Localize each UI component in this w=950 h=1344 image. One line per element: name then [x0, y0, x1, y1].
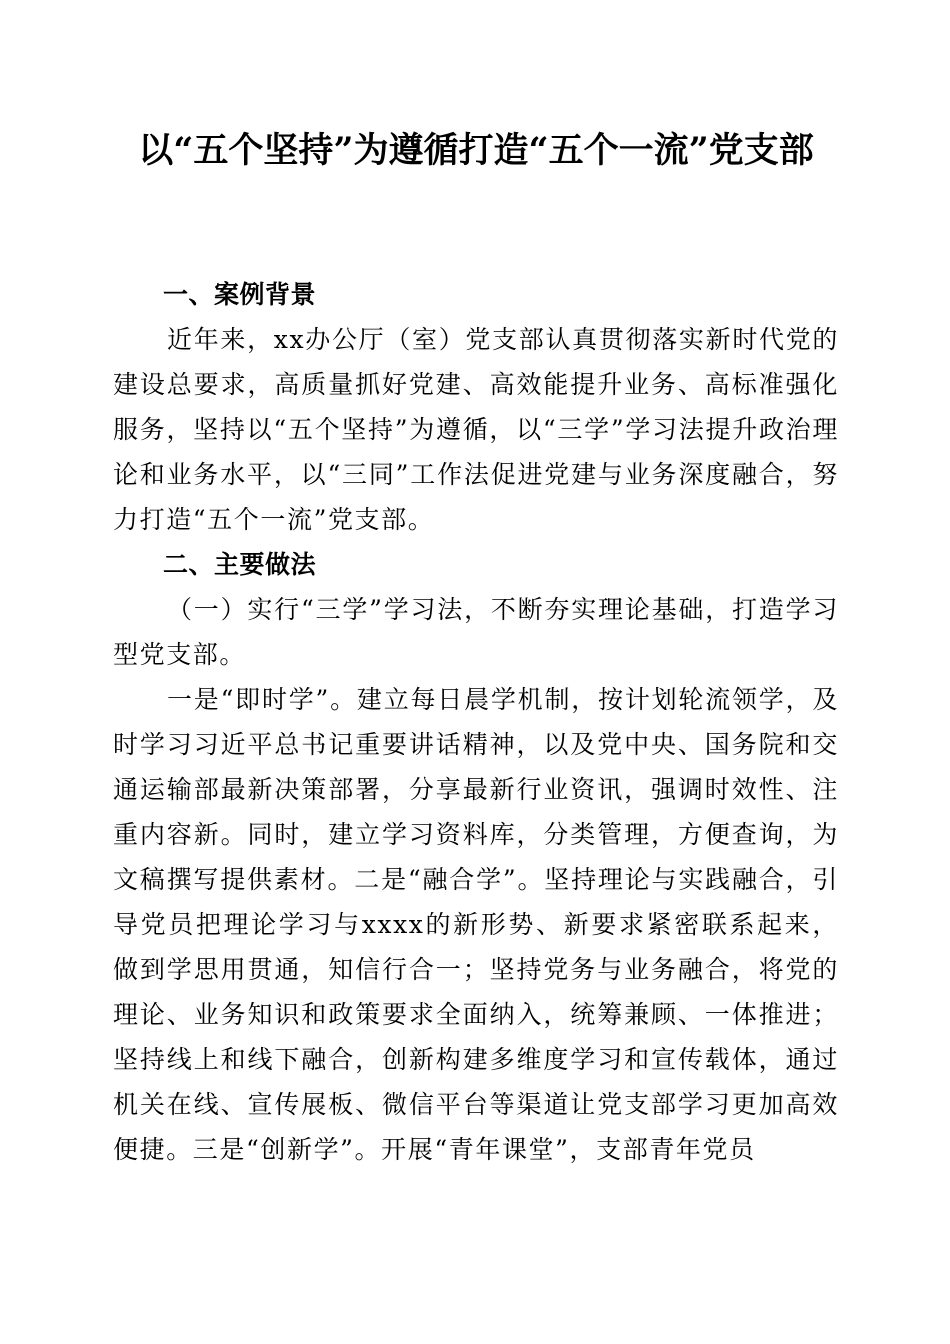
section-2-paragraph-2: 一是“即时学”。建立每日晨学机制，按计划轮流领学，及时学习习近平总书记重要讲话精神，以及党中央、国务院和交通运输部最新决策部署，分享最新行业资讯，强调时效性、注重内容新。同时，建立学习资料库，分类管理，方便查询，为文稿撰写提供素材。二是“融合学”。坚持理论与实践融合，引导党员把理论学习与xxxx的新形势、新要求紧密联系起来，做到学思用贯通，知信行合一；坚持党务与业务融合，将党的理论、业务知识和政策要求全面纳入，统筹兼顾、一体推进；坚持线上和线下融合，创新构建多维度学习和宣传载体，通过机关在线、宣传展板、微信平台等渠道让党支部学习更加高效便捷。三是“创新学”。开展“青年课堂”，支部青年党员 — [113, 685, 839, 1164]
section-2-paragraph-1: （一）实行“三学”学习法，不断夯实理论基础，打造学习型党支部。 — [113, 595, 839, 669]
document-body — [113, 272, 839, 1172]
page-title: 以“五个坚持”为遵循打造“五个一流”党支部 — [138, 130, 814, 171]
section-heading-1: 一、案例背景 — [163, 280, 317, 309]
section-heading-2: 二、主要做法 — [163, 550, 317, 579]
section-1-paragraph-1: 近年来，xx办公厅（室）党支部认真贯彻落实新时代党的建设总要求，高质量抓好党建、高效能提升业务、高标准强化服务，坚持以“五个坚持”为遵循，以“三学”学习法提升政治理论和业务水平，以“三同”工作法促进党建与业务深度融合，努力打造“五个一流”党支部。 — [113, 325, 839, 534]
